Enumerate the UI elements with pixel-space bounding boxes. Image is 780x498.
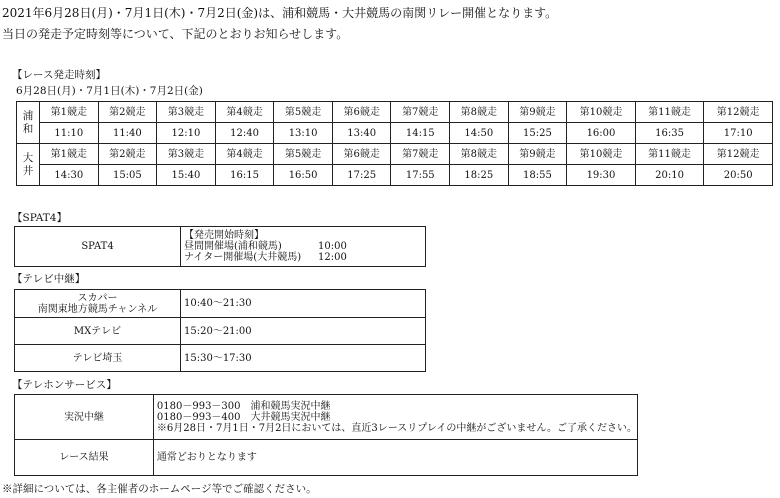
race-time-cell: 20:10 [635,165,704,186]
race-time-cell: 18:25 [450,165,509,186]
tel-results-text: 通常どおりとなります [153,440,637,476]
race-number-row [17,144,773,165]
race-time-cell: 15:05 [98,165,157,186]
race-number-cell: 第7競走 [391,144,450,165]
race-number-cell: 第6競走 [332,144,391,165]
race-time-cell: 13:10 [274,123,333,144]
race-time-cell: 12:40 [215,123,274,144]
tel-results-label: レース結果 [15,440,154,476]
race-number-cell: 第4競走 [215,144,274,165]
race-number-cell: 第2競走 [98,102,157,123]
race-time-cell: 12:10 [157,123,216,144]
tel-line: 0180－993－300 浦和競馬実況中継 [156,400,331,412]
race-time-cell: 17:10 [704,123,773,144]
race-time-cell: 16:15 [215,165,274,186]
tv-row [15,290,426,318]
race-time-cell: 15:25 [508,123,567,144]
tv-heading: 【テレビ中継】 [12,273,86,285]
tel-heading: 【テレホンサービス】 [12,379,117,391]
tv-time: 15:30～17:30 [181,345,426,372]
spat4-row: ナイター開催場(大井競馬) 12:00 [184,252,347,263]
race-number-cell: 第10競走 [567,102,636,123]
race-time-cell: 19:30 [567,165,636,186]
race-time-cell: 11:10 [40,123,99,144]
race-number-cell: 第4競走 [215,102,274,123]
tv-table [14,289,426,372]
race-time-cell: 20:50 [704,165,773,186]
intro-line-2: 当日の発走予定時刻等について、下記のとおりお知らせします。 [2,27,349,41]
race-number-cell: 第8競走 [450,102,509,123]
spat4-table [14,226,426,267]
tel-live-detail [153,395,637,440]
race-time-cell: 14:30 [40,165,99,186]
race-number-cell: 第11競走 [635,102,704,123]
spat4-label: SPAT4 [15,227,181,267]
race-number-row [17,102,773,123]
tv-channel: スカパー 南関東地方競馬チャンネル [15,290,181,318]
race-number-cell: 第9競走 [508,102,567,123]
race-number-cell: 第12競走 [704,102,773,123]
race-time-cell: 15:40 [157,165,216,186]
race-number-cell: 第1競走 [40,144,99,165]
race-time-table [16,101,773,186]
race-number-cell: 第11競走 [635,144,704,165]
spat4-detail [181,227,426,267]
spat4-heading: 【SPAT4】 [12,212,67,224]
tel-line: 0180－993－400 大井競馬実況中継 [156,411,331,423]
race-number-cell: 第3競走 [157,144,216,165]
race-time-cell: 18:55 [508,165,567,186]
tv-channel: テレビ埼玉 [15,345,181,372]
race-number-cell: 第2競走 [98,144,157,165]
tv-time: 15:20～21:00 [181,318,426,345]
track-name: 大 井 [17,144,40,186]
race-time-cell: 16:00 [567,123,636,144]
race-number-cell: 第3競走 [157,102,216,123]
race-dates: 6月28日(月)・7月1日(木)・7月2日(金) [16,85,203,97]
race-time-row [17,123,773,144]
race-number-cell: 第8競走 [450,144,509,165]
race-number-cell: 第6競走 [332,102,391,123]
race-time-cell: 14:50 [450,123,509,144]
tel-table [14,394,638,476]
footer-note: ※詳細については、各主催者のホームページ等でご確認ください。 [2,483,317,495]
intro-line-1: 2021年6月28日(月)・7月1日(木)・7月2日(金)は、浦和競馬・大井競馬の南関リレー開催となります。 [2,6,558,20]
race-number-cell: 第12競走 [704,144,773,165]
tv-time: 10:40～21:30 [181,290,426,318]
spat4-row: 昼間開催場(浦和競馬) 10:00 [184,241,347,252]
race-number-cell: 第5競走 [274,144,333,165]
race-number-cell: 第1競走 [40,102,99,123]
race-time-cell: 17:55 [391,165,450,186]
tel-note: ※6月28日・7月1日・7月2日においては、直近3レースリプレイの中継がございません。ご了承ください。 [156,422,637,434]
race-number-cell: 第5競走 [274,102,333,123]
tv-row [15,345,426,372]
tel-live-label: 実況中継 [15,395,154,440]
race-time-cell: 14:15 [391,123,450,144]
race-time-cell: 11:40 [98,123,157,144]
race-number-cell: 第7競走 [391,102,450,123]
race-number-cell: 第10競走 [567,144,636,165]
spat4-detail-title: 【発売開始時刻】 [184,230,264,241]
race-time-cell: 16:50 [274,165,333,186]
race-time-row [17,165,773,186]
race-heading: 【レース発走時刻】 [12,69,106,81]
race-number-cell: 第9競走 [508,144,567,165]
tv-row [15,318,426,345]
tv-channel: MXテレビ [15,318,181,345]
race-time-cell: 13:40 [332,123,391,144]
track-name: 浦 和 [17,102,40,144]
race-time-cell: 17:25 [332,165,391,186]
race-time-cell: 16:35 [635,123,704,144]
